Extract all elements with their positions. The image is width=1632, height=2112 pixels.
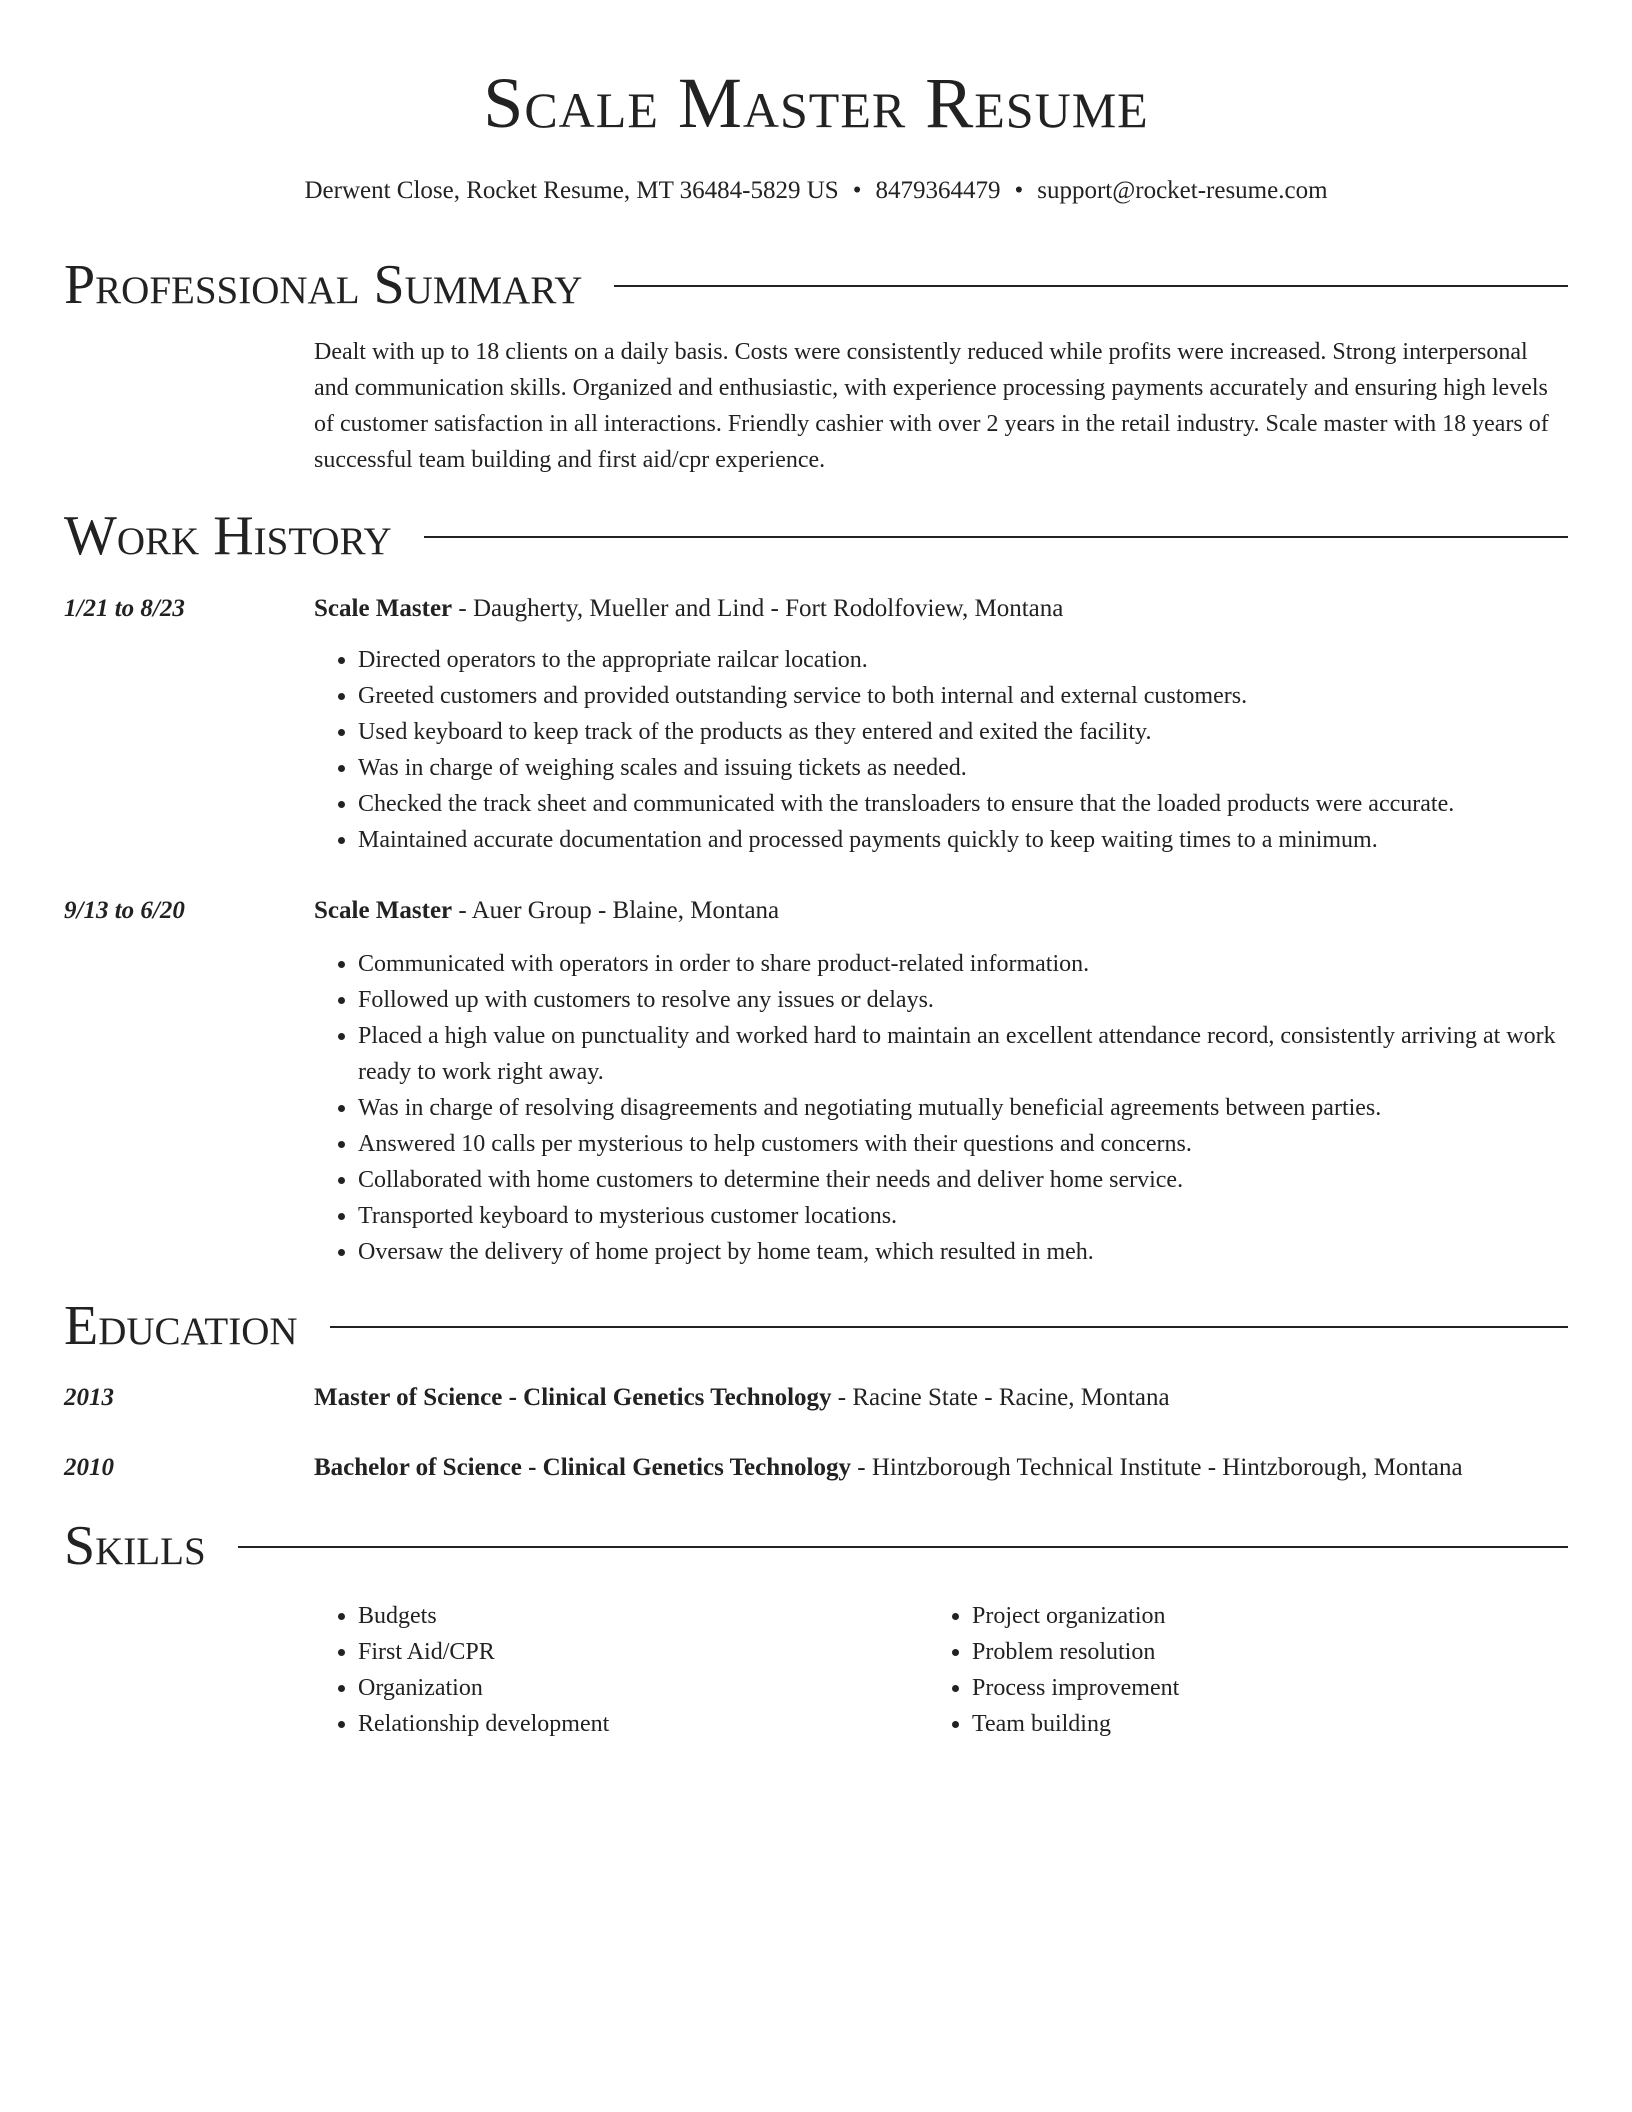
job-heading [314,894,1568,928]
skill-item: • First Aid/CPR [358,1634,918,1670]
list-item: • Maintained accurate documentation and processed payments quickly to keep waiting times to a minimum. [358,822,1568,858]
job-dates: 1/21 to 8/23 [64,595,185,622]
job-role: Scale Master [314,595,453,622]
skill-item: • Process improvement [972,1670,1572,1706]
section-divider [424,536,1568,538]
list-item: • Was in charge of weighing scales and issuing tickets as needed. [358,750,1568,786]
contact-email: support@rocket-resume.com [1037,177,1328,204]
skills-list-right [928,1598,1572,1742]
education-content [314,1381,1568,1415]
list-item: • Transported keyboard to mysterious customer locations. [358,1198,1568,1234]
section-title-skills: Skills [64,1515,206,1577]
list-item: • Used keyboard to keep track of the products as they entered and exited the facility. [358,714,1568,750]
skill-item: • Team building [972,1706,1572,1742]
list-item: • Communicated with operators in order to share product-related information. [358,946,1568,982]
skill-item: • Budgets [358,1598,918,1634]
education-degree: Master of Science - Clinical Genetics Technology [314,1384,832,1411]
section-header-summary [64,255,1568,315]
job-content [314,894,1568,1270]
education-heading [314,1451,1568,1485]
job-dates: 9/13 to 6/20 [64,897,185,924]
summary-text: Dealt with up to 18 clients on a daily basis. Costs were consistently reduced while profits were increased. Strong interpersonal and communication skills. Organized and enthusiastic, with experience processing payments accurately and ensuring high levels of customer satisfaction in all interactions. Friendly cashier with over 2 years in the retail industry. Scale master with 18 years of successful team building and first aid/cpr experience. [314,339,1549,473]
skill-item: • Relationship development [358,1706,918,1742]
education-details: - Racine State - Racine, Montana [831,1384,1170,1411]
job-bullets [314,642,1568,858]
contact-phone: 8479364479 [875,177,1001,204]
contact-line [0,176,1632,206]
job-details: - Daugherty, Mueller and Lind - Fort Rodolfoview, Montana [452,595,1064,622]
section-header-work [64,506,1568,566]
contact-address: Derwent Close, Rocket Resume, MT 36484-5829 US [304,177,839,204]
education-heading [314,1381,1568,1415]
job-bullets [314,946,1568,1270]
skill-item: • Problem resolution [972,1634,1572,1670]
section-title-education: Education [64,1295,298,1357]
section-divider [330,1326,1568,1328]
education-degree: Bachelor of Science - Clinical Genetics Technology [314,1454,851,1481]
section-title-summary: Professional Summary [64,254,583,316]
list-item: • Checked the track sheet and communicated with the transloaders to ensure that the loaded products were accurate. [358,786,1568,822]
section-title-work: Work History [64,505,392,567]
list-item: • Directed operators to the appropriate railcar location. [358,642,1568,678]
section-divider [238,1546,1568,1548]
skill-item: • Project organization [972,1598,1572,1634]
job-content [314,592,1568,858]
list-item: • Greeted customers and provided outstanding service to both internal and external customers. [358,678,1568,714]
education-year: 2013 [64,1384,114,1411]
section-header-education [64,1296,1568,1356]
list-item: • Collaborated with home customers to determine their needs and deliver home service. [358,1162,1568,1198]
contact-separator: • [1014,177,1024,204]
skill-item: • Organization [358,1670,918,1706]
job-details: - Auer Group - Blaine, Montana [452,897,780,924]
job-role: Scale Master [314,897,453,924]
education-year: 2010 [64,1454,114,1481]
resume-title: Scale Master Resume [483,63,1149,143]
list-item: • Was in charge of resolving disagreements and negotiating mutually beneficial agreements between parties. [358,1090,1568,1126]
list-item: • Answered 10 calls per mysterious to help customers with their questions and concerns. [358,1126,1568,1162]
list-item: • Followed up with customers to resolve any issues or delays. [358,982,1568,1018]
list-item: • Placed a high value on punctuality and worked hard to maintain an excellent attendance record, consistently arriving at work ready to work right away. [358,1018,1568,1090]
list-item: • Oversaw the delivery of home project by home team, which resulted in meh. [358,1234,1568,1270]
job-heading [314,592,1568,626]
education-details: - Hintzborough Technical Institute - Hintzborough, Montana [851,1454,1463,1481]
education-content [314,1451,1568,1485]
section-divider [614,285,1568,287]
section-header-skills [64,1516,1568,1576]
skills-list-left [314,1598,918,1742]
contact-separator: • [852,177,862,204]
